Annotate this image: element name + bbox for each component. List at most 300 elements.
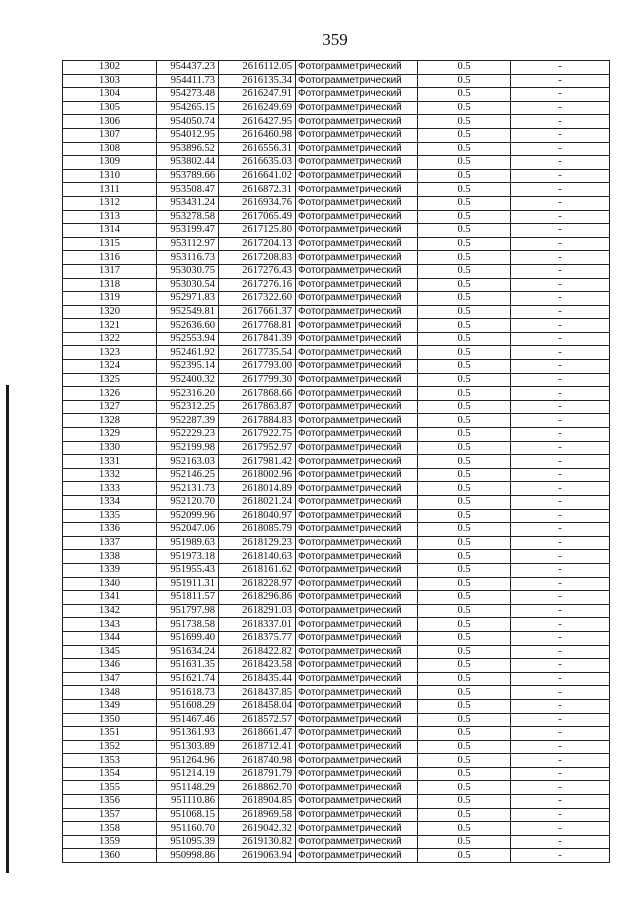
note-cell: - <box>511 142 610 156</box>
table-row <box>63 156 610 170</box>
x-coordinate-cell: 951634.24 <box>157 645 219 659</box>
note-cell: - <box>511 414 610 428</box>
table-row <box>63 835 610 849</box>
accuracy-cell: 0.5 <box>418 196 511 210</box>
accuracy-cell: 0.5 <box>418 319 511 333</box>
note-cell: - <box>511 577 610 591</box>
x-coordinate-cell: 951955.43 <box>157 563 219 577</box>
accuracy-cell: 0.5 <box>418 237 511 251</box>
note-cell: - <box>511 523 610 537</box>
table-row <box>63 767 610 781</box>
method-cell: Фотограмметрический <box>296 278 418 292</box>
page-number: 359 <box>322 30 348 49</box>
accuracy-cell: 0.5 <box>418 740 511 754</box>
method-cell: Фотограмметрический <box>296 795 418 809</box>
method-cell: Фотограмметрический <box>296 332 418 346</box>
accuracy-cell: 0.5 <box>418 536 511 550</box>
note-cell: - <box>511 346 610 360</box>
y-coordinate-cell: 2617952.97 <box>219 441 296 455</box>
accuracy-cell: 0.5 <box>418 550 511 564</box>
x-coordinate-cell: 951095.39 <box>157 835 219 849</box>
point-number-cell: 1323 <box>63 346 157 360</box>
y-coordinate-cell: 2617661.37 <box>219 305 296 319</box>
x-coordinate-cell: 951989.63 <box>157 536 219 550</box>
y-coordinate-cell: 2616460.98 <box>219 128 296 142</box>
y-coordinate-cell: 2617863.87 <box>219 400 296 414</box>
note-cell: - <box>511 387 610 401</box>
method-cell: Фотограмметрический <box>296 468 418 482</box>
accuracy-cell: 0.5 <box>418 183 511 197</box>
note-cell: - <box>511 740 610 754</box>
accuracy-cell: 0.5 <box>418 713 511 727</box>
y-coordinate-cell: 2616249.69 <box>219 101 296 115</box>
point-number-cell: 1315 <box>63 237 157 251</box>
x-coordinate-cell: 952316.20 <box>157 387 219 401</box>
method-cell: Фотограмметрический <box>296 128 418 142</box>
method-cell: Фотограмметрический <box>296 781 418 795</box>
accuracy-cell: 0.5 <box>418 115 511 129</box>
table-row <box>63 400 610 414</box>
point-number-cell: 1327 <box>63 400 157 414</box>
method-cell: Фотограмметрический <box>296 414 418 428</box>
x-coordinate-cell: 954273.48 <box>157 88 219 102</box>
method-cell: Фотограмметрический <box>296 169 418 183</box>
table-row <box>63 604 610 618</box>
point-number-cell: 1306 <box>63 115 157 129</box>
point-number-cell: 1318 <box>63 278 157 292</box>
note-cell: - <box>511 373 610 387</box>
y-coordinate-cell: 2617735.54 <box>219 346 296 360</box>
method-cell: Фотограмметрический <box>296 740 418 754</box>
x-coordinate-cell: 952229.23 <box>157 428 219 442</box>
method-cell: Фотограмметрический <box>296 631 418 645</box>
y-coordinate-cell: 2617276.16 <box>219 278 296 292</box>
y-coordinate-cell: 2618969.58 <box>219 808 296 822</box>
y-coordinate-cell: 2616872.31 <box>219 183 296 197</box>
accuracy-cell: 0.5 <box>418 699 511 713</box>
note-cell: - <box>511 156 610 170</box>
note-cell: - <box>511 645 610 659</box>
y-coordinate-cell: 2618422.82 <box>219 645 296 659</box>
y-coordinate-cell: 2618904.85 <box>219 795 296 809</box>
table-row <box>63 414 610 428</box>
table-row <box>63 468 610 482</box>
note-cell: - <box>511 822 610 836</box>
x-coordinate-cell: 953112.97 <box>157 237 219 251</box>
point-number-cell: 1356 <box>63 795 157 809</box>
accuracy-cell: 0.5 <box>418 101 511 115</box>
y-coordinate-cell: 2616556.31 <box>219 142 296 156</box>
method-cell: Фотограмметрический <box>296 292 418 306</box>
accuracy-cell: 0.5 <box>418 74 511 88</box>
point-number-cell: 1339 <box>63 563 157 577</box>
method-cell: Фотограмметрический <box>296 346 418 360</box>
method-cell: Фотограмметрический <box>296 659 418 673</box>
table-row <box>63 101 610 115</box>
point-number-cell: 1316 <box>63 251 157 265</box>
point-number-cell: 1352 <box>63 740 157 754</box>
table-row <box>63 61 610 75</box>
table-row <box>63 795 610 809</box>
table-row <box>63 754 610 768</box>
method-cell: Фотограмметрический <box>296 251 418 265</box>
x-coordinate-cell: 951361.93 <box>157 727 219 741</box>
method-cell: Фотограмметрический <box>296 686 418 700</box>
y-coordinate-cell: 2616247.91 <box>219 88 296 102</box>
method-cell: Фотограмметрический <box>296 618 418 632</box>
accuracy-cell: 0.5 <box>418 400 511 414</box>
x-coordinate-cell: 952120.70 <box>157 496 219 510</box>
y-coordinate-cell: 2618791.79 <box>219 767 296 781</box>
accuracy-cell: 0.5 <box>418 332 511 346</box>
note-cell: - <box>511 305 610 319</box>
point-number-cell: 1333 <box>63 482 157 496</box>
y-coordinate-cell: 2617868.66 <box>219 387 296 401</box>
accuracy-cell: 0.5 <box>418 781 511 795</box>
table-row <box>63 727 610 741</box>
accuracy-cell: 0.5 <box>418 441 511 455</box>
y-coordinate-cell: 2617922.75 <box>219 428 296 442</box>
table-row <box>63 346 610 360</box>
note-cell: - <box>511 849 610 863</box>
accuracy-cell: 0.5 <box>418 210 511 224</box>
x-coordinate-cell: 953030.75 <box>157 264 219 278</box>
table-row <box>63 672 610 686</box>
table-row <box>63 699 610 713</box>
accuracy-cell: 0.5 <box>418 591 511 605</box>
y-coordinate-cell: 2618740.98 <box>219 754 296 768</box>
accuracy-cell: 0.5 <box>418 563 511 577</box>
x-coordinate-cell: 951797.98 <box>157 604 219 618</box>
method-cell: Фотограмметрический <box>296 563 418 577</box>
method-cell: Фотограмметрический <box>296 550 418 564</box>
note-cell: - <box>511 455 610 469</box>
point-number-cell: 1346 <box>63 659 157 673</box>
x-coordinate-cell: 951608.29 <box>157 699 219 713</box>
point-number-cell: 1309 <box>63 156 157 170</box>
accuracy-cell: 0.5 <box>418 305 511 319</box>
note-cell: - <box>511 604 610 618</box>
x-coordinate-cell: 951148.29 <box>157 781 219 795</box>
point-number-cell: 1302 <box>63 61 157 75</box>
x-coordinate-cell: 951738.58 <box>157 618 219 632</box>
method-cell: Фотограмметрический <box>296 88 418 102</box>
x-coordinate-cell: 952099.96 <box>157 509 219 523</box>
y-coordinate-cell: 2617204.13 <box>219 237 296 251</box>
point-number-cell: 1342 <box>63 604 157 618</box>
point-number-cell: 1325 <box>63 373 157 387</box>
point-number-cell: 1312 <box>63 196 157 210</box>
note-cell: - <box>511 196 610 210</box>
note-cell: - <box>511 808 610 822</box>
y-coordinate-cell: 2618712.41 <box>219 740 296 754</box>
x-coordinate-cell: 952047.06 <box>157 523 219 537</box>
table-row <box>63 278 610 292</box>
table-row <box>63 455 610 469</box>
table-row <box>63 224 610 238</box>
method-cell: Фотограмметрический <box>296 822 418 836</box>
method-cell: Фотограмметрический <box>296 196 418 210</box>
x-coordinate-cell: 953508.47 <box>157 183 219 197</box>
y-coordinate-cell: 2616112.05 <box>219 61 296 75</box>
note-cell: - <box>511 224 610 238</box>
accuracy-cell: 0.5 <box>418 795 511 809</box>
table-row <box>63 428 610 442</box>
method-cell: Фотограмметрический <box>296 699 418 713</box>
y-coordinate-cell: 2618161.62 <box>219 563 296 577</box>
note-cell: - <box>511 550 610 564</box>
note-cell: - <box>511 496 610 510</box>
accuracy-cell: 0.5 <box>418 128 511 142</box>
note-cell: - <box>511 754 610 768</box>
point-number-cell: 1351 <box>63 727 157 741</box>
point-number-cell: 1319 <box>63 292 157 306</box>
note-cell: - <box>511 441 610 455</box>
y-coordinate-cell: 2618661.47 <box>219 727 296 741</box>
method-cell: Фотограмметрический <box>296 224 418 238</box>
point-number-cell: 1320 <box>63 305 157 319</box>
table-row <box>63 713 610 727</box>
method-cell: Фотограмметрический <box>296 373 418 387</box>
point-number-cell: 1324 <box>63 360 157 374</box>
table-row <box>63 631 610 645</box>
x-coordinate-cell: 950998.86 <box>157 849 219 863</box>
accuracy-cell: 0.5 <box>418 142 511 156</box>
accuracy-cell: 0.5 <box>418 672 511 686</box>
point-number-cell: 1347 <box>63 672 157 686</box>
accuracy-cell: 0.5 <box>418 767 511 781</box>
table-row <box>63 88 610 102</box>
method-cell: Фотограмметрический <box>296 441 418 455</box>
point-number-cell: 1332 <box>63 468 157 482</box>
method-cell: Фотограмметрический <box>296 319 418 333</box>
table-row <box>63 849 610 863</box>
table-row <box>63 387 610 401</box>
y-coordinate-cell: 2618140.63 <box>219 550 296 564</box>
table-row <box>63 292 610 306</box>
table-row <box>63 523 610 537</box>
method-cell: Фотограмметрический <box>296 767 418 781</box>
point-number-cell: 1322 <box>63 332 157 346</box>
note-cell: - <box>511 101 610 115</box>
x-coordinate-cell: 951631.35 <box>157 659 219 673</box>
note-cell: - <box>511 631 610 645</box>
table-row <box>63 74 610 88</box>
note-cell: - <box>511 360 610 374</box>
method-cell: Фотограмметрический <box>296 835 418 849</box>
table-row <box>63 251 610 265</box>
note-cell: - <box>511 128 610 142</box>
accuracy-cell: 0.5 <box>418 61 511 75</box>
y-coordinate-cell: 2617322.60 <box>219 292 296 306</box>
note-cell: - <box>511 237 610 251</box>
x-coordinate-cell: 952971.83 <box>157 292 219 306</box>
method-cell: Фотограмметрический <box>296 305 418 319</box>
table-row <box>63 536 610 550</box>
accuracy-cell: 0.5 <box>418 373 511 387</box>
point-number-cell: 1328 <box>63 414 157 428</box>
margin-bar <box>6 385 9 873</box>
coordinates-table-body <box>63 61 610 863</box>
table-row <box>63 332 610 346</box>
y-coordinate-cell: 2616641.02 <box>219 169 296 183</box>
method-cell: Фотограмметрический <box>296 604 418 618</box>
accuracy-cell: 0.5 <box>418 224 511 238</box>
note-cell: - <box>511 264 610 278</box>
x-coordinate-cell: 952636.60 <box>157 319 219 333</box>
x-coordinate-cell: 952549.81 <box>157 305 219 319</box>
note-cell: - <box>511 428 610 442</box>
method-cell: Фотограмметрический <box>296 101 418 115</box>
note-cell: - <box>511 795 610 809</box>
x-coordinate-cell: 952400.32 <box>157 373 219 387</box>
x-coordinate-cell: 951264.96 <box>157 754 219 768</box>
note-cell: - <box>511 61 610 75</box>
table-row <box>63 509 610 523</box>
accuracy-cell: 0.5 <box>418 659 511 673</box>
accuracy-cell: 0.5 <box>418 169 511 183</box>
method-cell: Фотограмметрический <box>296 591 418 605</box>
accuracy-cell: 0.5 <box>418 292 511 306</box>
table-row <box>63 183 610 197</box>
note-cell: - <box>511 591 610 605</box>
accuracy-cell: 0.5 <box>418 727 511 741</box>
accuracy-cell: 0.5 <box>418 156 511 170</box>
table-row <box>63 360 610 374</box>
x-coordinate-cell: 952553.94 <box>157 332 219 346</box>
point-number-cell: 1308 <box>63 142 157 156</box>
x-coordinate-cell: 951911.31 <box>157 577 219 591</box>
note-cell: - <box>511 727 610 741</box>
point-number-cell: 1348 <box>63 686 157 700</box>
y-coordinate-cell: 2616135.34 <box>219 74 296 88</box>
accuracy-cell: 0.5 <box>418 455 511 469</box>
note-cell: - <box>511 74 610 88</box>
x-coordinate-cell: 954411.73 <box>157 74 219 88</box>
note-cell: - <box>511 713 610 727</box>
x-coordinate-cell: 953896.52 <box>157 142 219 156</box>
note-cell: - <box>511 781 610 795</box>
y-coordinate-cell: 2618291.03 <box>219 604 296 618</box>
method-cell: Фотограмметрический <box>296 482 418 496</box>
note-cell: - <box>511 183 610 197</box>
x-coordinate-cell: 951621.74 <box>157 672 219 686</box>
method-cell: Фотограмметрический <box>296 672 418 686</box>
method-cell: Фотограмметрический <box>296 115 418 129</box>
x-coordinate-cell: 951068.15 <box>157 808 219 822</box>
point-number-cell: 1359 <box>63 835 157 849</box>
method-cell: Фотограмметрический <box>296 156 418 170</box>
x-coordinate-cell: 953199.47 <box>157 224 219 238</box>
point-number-cell: 1343 <box>63 618 157 632</box>
point-number-cell: 1344 <box>63 631 157 645</box>
table-row <box>63 128 610 142</box>
x-coordinate-cell: 952461.92 <box>157 346 219 360</box>
accuracy-cell: 0.5 <box>418 645 511 659</box>
table-row <box>63 482 610 496</box>
x-coordinate-cell: 951160.70 <box>157 822 219 836</box>
table-row <box>63 142 610 156</box>
note-cell: - <box>511 292 610 306</box>
note-cell: - <box>511 88 610 102</box>
note-cell: - <box>511 618 610 632</box>
note-cell: - <box>511 400 610 414</box>
method-cell: Фотограмметрический <box>296 74 418 88</box>
y-coordinate-cell: 2617981.42 <box>219 455 296 469</box>
y-coordinate-cell: 2619130.82 <box>219 835 296 849</box>
x-coordinate-cell: 953278.58 <box>157 210 219 224</box>
y-coordinate-cell: 2618129.23 <box>219 536 296 550</box>
point-number-cell: 1340 <box>63 577 157 591</box>
method-cell: Фотограмметрический <box>296 237 418 251</box>
note-cell: - <box>511 686 610 700</box>
method-cell: Фотограмметрический <box>296 496 418 510</box>
note-cell: - <box>511 563 610 577</box>
accuracy-cell: 0.5 <box>418 686 511 700</box>
method-cell: Фотограмметрический <box>296 61 418 75</box>
table-row <box>63 319 610 333</box>
y-coordinate-cell: 2618458.04 <box>219 699 296 713</box>
y-coordinate-cell: 2619063.94 <box>219 849 296 863</box>
method-cell: Фотограмметрический <box>296 210 418 224</box>
method-cell: Фотограмметрический <box>296 713 418 727</box>
point-number-cell: 1336 <box>63 523 157 537</box>
point-number-cell: 1330 <box>63 441 157 455</box>
note-cell: - <box>511 251 610 265</box>
method-cell: Фотограмметрический <box>296 428 418 442</box>
point-number-cell: 1334 <box>63 496 157 510</box>
y-coordinate-cell: 2616934.76 <box>219 196 296 210</box>
method-cell: Фотограмметрический <box>296 754 418 768</box>
x-coordinate-cell: 951973.18 <box>157 550 219 564</box>
x-coordinate-cell: 954012.95 <box>157 128 219 142</box>
accuracy-cell: 0.5 <box>418 88 511 102</box>
table-row <box>63 645 610 659</box>
y-coordinate-cell: 2618228.97 <box>219 577 296 591</box>
y-coordinate-cell: 2617276.43 <box>219 264 296 278</box>
table-row <box>63 373 610 387</box>
accuracy-cell: 0.5 <box>418 360 511 374</box>
note-cell: - <box>511 835 610 849</box>
note-cell: - <box>511 319 610 333</box>
point-number-cell: 1304 <box>63 88 157 102</box>
point-number-cell: 1337 <box>63 536 157 550</box>
point-number-cell: 1355 <box>63 781 157 795</box>
note-cell: - <box>511 767 610 781</box>
point-number-cell: 1314 <box>63 224 157 238</box>
accuracy-cell: 0.5 <box>418 251 511 265</box>
accuracy-cell: 0.5 <box>418 618 511 632</box>
table-row <box>63 577 610 591</box>
point-number-cell: 1311 <box>63 183 157 197</box>
accuracy-cell: 0.5 <box>418 835 511 849</box>
note-cell: - <box>511 169 610 183</box>
note-cell: - <box>511 509 610 523</box>
y-coordinate-cell: 2618435.44 <box>219 672 296 686</box>
method-cell: Фотограмметрический <box>296 455 418 469</box>
accuracy-cell: 0.5 <box>418 631 511 645</box>
accuracy-cell: 0.5 <box>418 428 511 442</box>
note-cell: - <box>511 659 610 673</box>
x-coordinate-cell: 951303.89 <box>157 740 219 754</box>
x-coordinate-cell: 954265.15 <box>157 101 219 115</box>
point-number-cell: 1354 <box>63 767 157 781</box>
point-number-cell: 1341 <box>63 591 157 605</box>
x-coordinate-cell: 951110.86 <box>157 795 219 809</box>
point-number-cell: 1335 <box>63 509 157 523</box>
note-cell: - <box>511 210 610 224</box>
table-row <box>63 659 610 673</box>
